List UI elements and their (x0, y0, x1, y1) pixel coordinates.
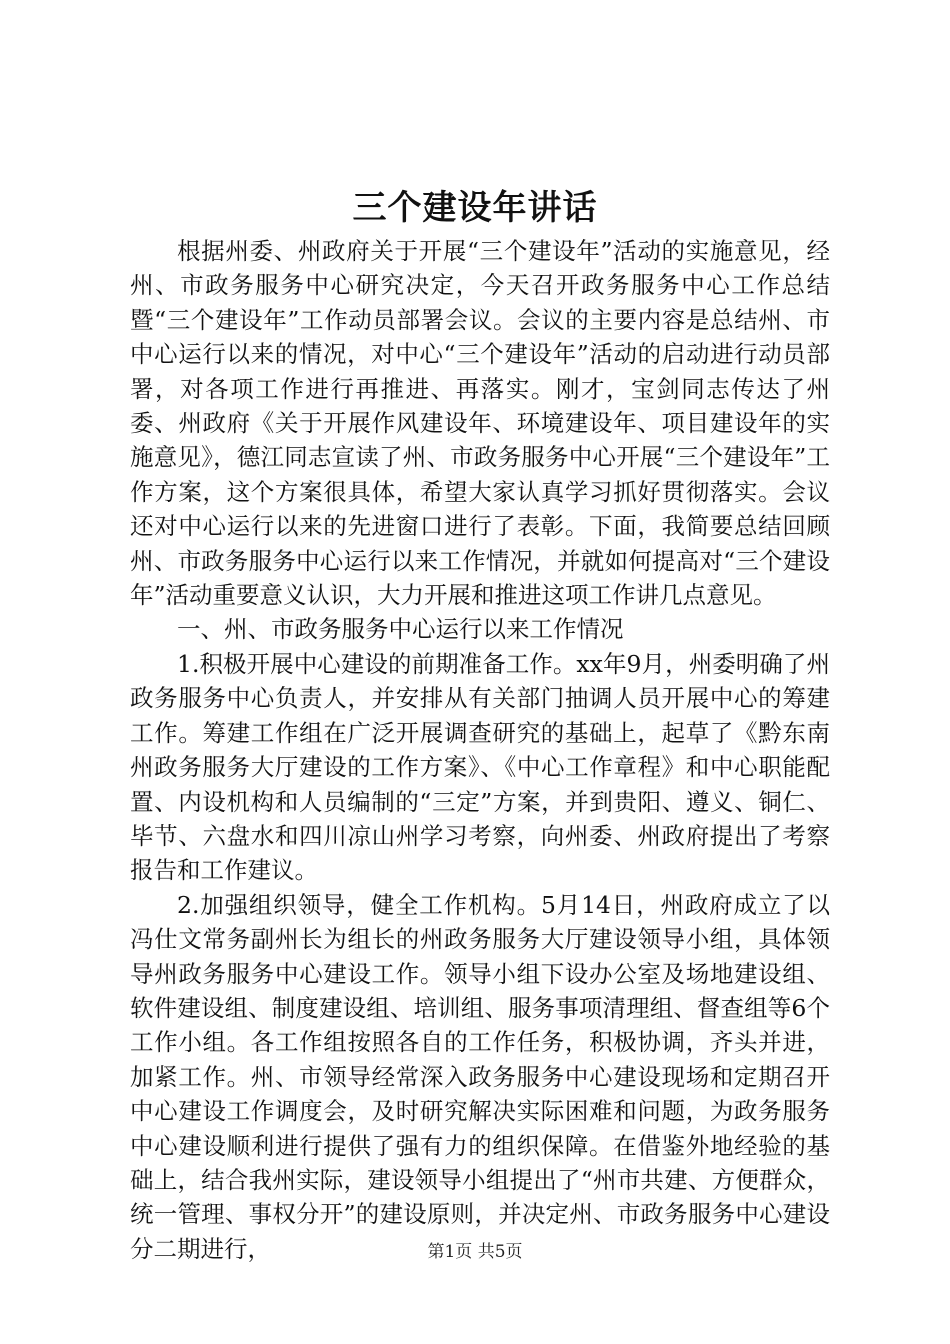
page-footer: 第1页 共5页 (427, 1242, 523, 1262)
paragraph-intro: 根据州委、州政府关于开展“三个建设年”活动的实施意见，经州、市政务服务中心研究决定，今天召开政务服务中心工作总结暨“三个建设年”工作动员部署会议。会议的主要内容是总结州、市中心运行以来的情况，对中心“三个建设年”活动的启动进行动员部署，对各项工作进行再推进、再落实。刚才，宝剑同志传达了州委、州政府《关于开展作风建设年、环境建设年、项目建设年的实施意见》，德江同志宣读了州、市政务服务中心开展“三个建设年”工作方案，这个方案很具体，希望大家认真学习抓好贯彻落实。会议还对中心运行以来的先进窗口进行了表彰。下面，我简要总结回顾州、市政务服务中心运行以来工作情况，并就如何提高对“三个建设年”活动重要意义认识，大力开展和推进这项工作讲几点意见。 (130, 237, 830, 610)
section-heading: 一、州、市政务服务中心运行以来工作情况 (177, 615, 624, 644)
paragraph-item-1: 1.积极开展中心建设的前期准备工作。xx年9月，州委明确了州政务服务中心负责人，并安排从有关部门抽调人员开展中心的筹建工作。筹建工作组在广泛开展调查研究的基础上，起草了《黔东南州政务服务大厅建设的工作方案》、《中心工作章程》和中心职能配置、内设机构和人员编制的“三定”方案，并到贵阳、遵义、铜仁、毕节、六盘水和四川凉山州学习考察，向州委、州政府提出了考察报告和工作建议。 (130, 649, 830, 885)
paragraph-item-2: 2.加强组织领导，健全工作机构。5月14日，州政府成立了以冯仕文常务副州长为组长的州政务服务大厅建设领导小组，具体领导州政务服务中心建设工作。领导小组下设办公室及场地建设组、软件建设组、制度建设组、培训组、服务事项清理组、督查组等6个工作小组。各工作组按照各自的工作任务，积极协调，齐头并进，加紧工作。州、市领导经常深入政务服务中心建设现场和定期召开中心建设工作调度会，及时研究解决实际困难和问题，为政务服务中心建设顺利进行提供了强有力的组织保障。在借鉴外地经验的基础上，结合我州实际，建设领导小组提出了“州市共建、方便群众，统一管理、事权分开”的建设原则，并决定州、市政务服务中心建设分二期进行， (130, 890, 830, 1263)
document-title: 三个建设年讲话 (352, 188, 598, 228)
document-body (130, 234, 830, 1266)
